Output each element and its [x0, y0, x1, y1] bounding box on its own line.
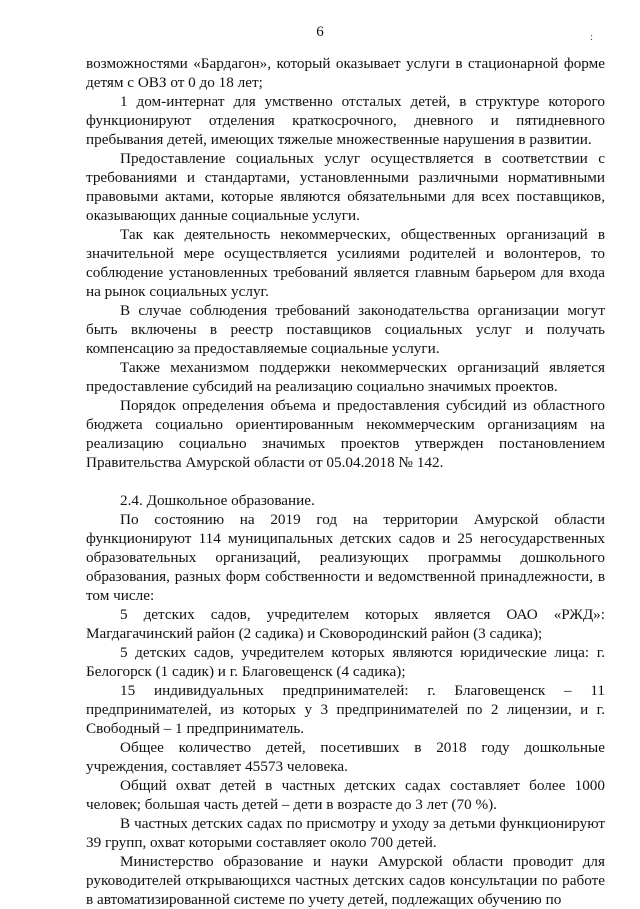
paragraph: В случае соблюдения требований законодательства организации могут быть включены в реестр поставщиков социальных услуг и получать компенсацию за предоставляемые социальные услуги.	[86, 302, 605, 357]
margin-mark: :	[590, 31, 594, 43]
document-body	[86, 54, 605, 909]
paragraph: Общее количество детей, посетивших в 2018 году дошкольные учреждения, составляет 45573 человека.	[86, 739, 605, 775]
paragraph: Министерство образование и науки Амурской области проводит для руководителей открывающихся частных детских садов консультации по работе в автоматизированной системе по учету детей, подлежащих обучению по	[86, 853, 605, 908]
paragraph: Общий охват детей в частных детских садах составляет более 1000 человек; большая часть детей – дети в возрасте до 3 лет (70 %).	[86, 777, 605, 813]
paragraph: По состоянию на 2019 год на территории Амурской области функционируют 114 муниципальных детских садов и 25 негосударственных образовательных организаций, реализующих программы дошкольного образования, разных форм собственности и ведомственной принадлежности, в том числе:	[86, 511, 605, 604]
paragraph: В частных детских садах по присмотру и уходу за детьми функционируют 39 групп, охват которыми составляет около 700 детей.	[86, 815, 605, 851]
section-heading: 2.4. Дошкольное образование.	[120, 492, 315, 509]
paragraph: Так как деятельность некоммерческих, общественных организаций в значительной мере осуществляется усилиями родителей и волонтеров, то соблюдение установленных требований является главным барьером для входа на рынок социальных услуг.	[86, 226, 605, 300]
paragraph: 5 детских садов, учредителем которых является ОАО «РЖД»: Магдагачинский район (2 садика) и Сковородинский район (3 садика);	[86, 606, 605, 642]
paragraph: Также механизмом поддержки некоммерческих организаций является предоставление субсидий на реализацию социально значимых проектов.	[86, 359, 605, 395]
paragraph: Порядок определения объема и предоставления субсидий из областного бюджета социально ориентированным некоммерческим организациям на реализацию социально значимых проектов утвержден постановлением Правительства Амурской области от 05.04.2018 № 142.	[86, 397, 605, 471]
page-number: 6	[316, 24, 324, 40]
paragraph: возможностями «Бардагон», который оказывает услуги в стационарной форме детям с ОВЗ от 0 до 18 лет;	[86, 55, 605, 91]
paragraph: Предоставление социальных услуг осуществляется в соответствии с требованиями и стандартами, установленными различными нормативными правовыми актами, которые являются обязательными для всех поставщиков, оказывающих данные социальные услуги.	[86, 150, 605, 224]
paragraph: 1 дом-интернат для умственно отсталых детей, в структуре которого функционируют отделения краткосрочного, дневного и пятидневного пребывания детей, имеющих тяжелые множественные нарушения в развитии.	[86, 93, 605, 148]
paragraph: 15 индивидуальных предпринимателей: г. Благовещенск – 11 предпринимателей, из которых у 3 предпринимателей по 2 лицензии, и г. Свободный – 1 предприниматель.	[86, 682, 605, 737]
paragraph: 5 детских садов, учредителем которых являются юридические лица: г. Белогорск (1 садик) и г. Благовещенск (4 садика);	[86, 644, 605, 680]
